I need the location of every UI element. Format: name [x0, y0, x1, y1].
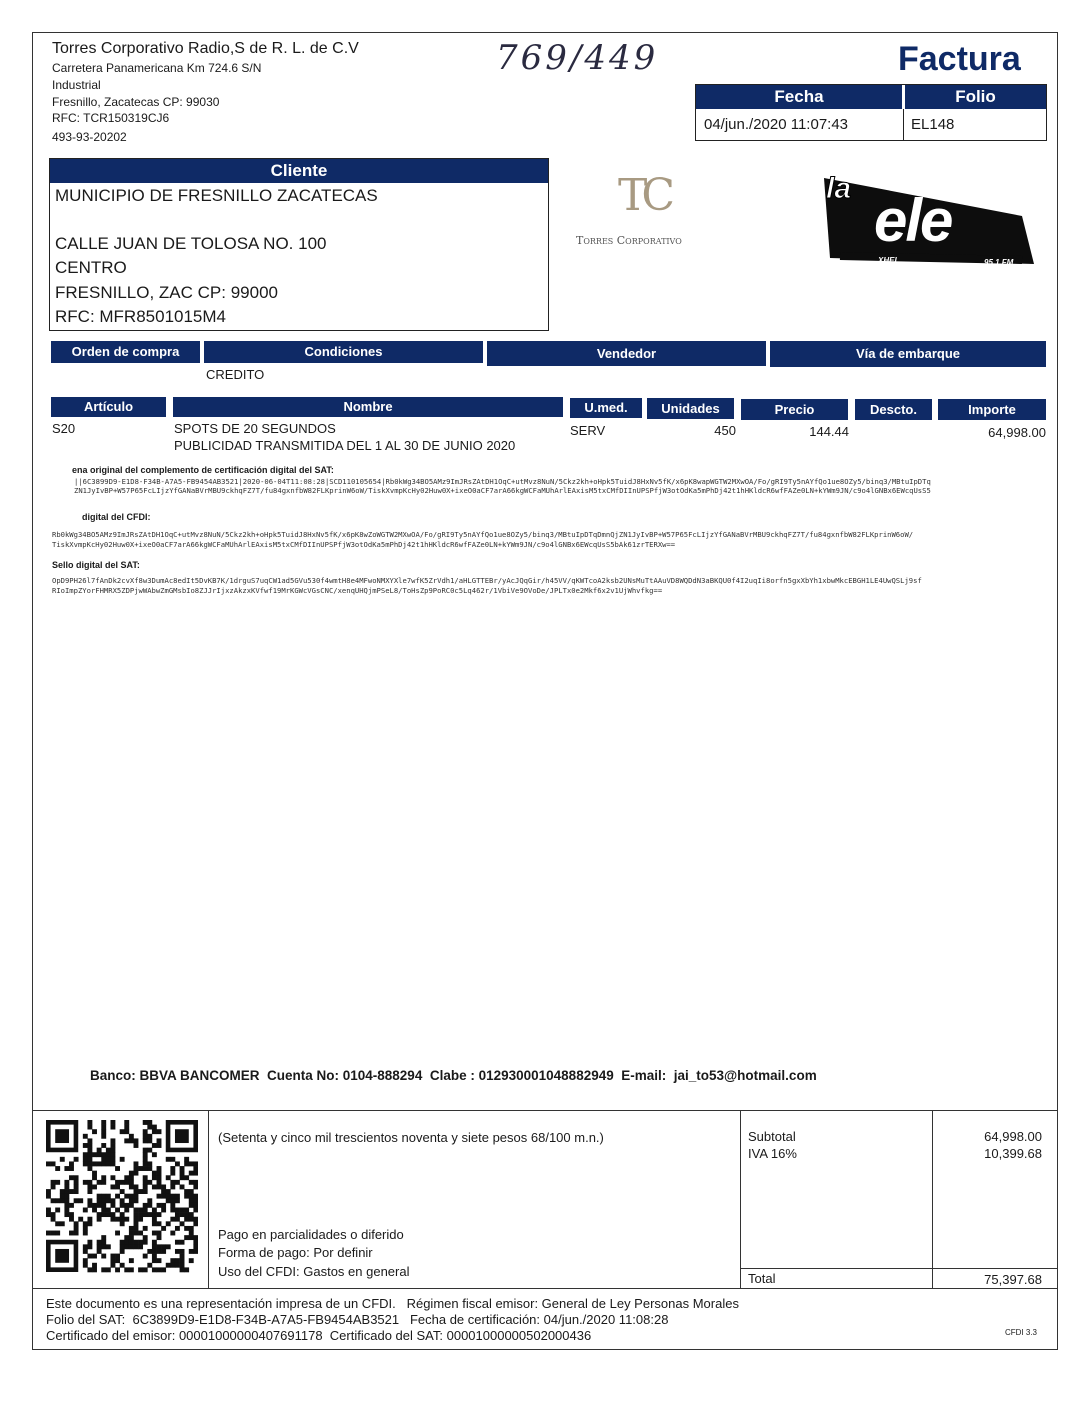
- la-ele-logo: [812, 164, 1042, 276]
- unidades-header: Unidades: [647, 398, 734, 419]
- total-rule: [741, 1268, 1057, 1269]
- amount-in-words: (Setenta y cinco mil trescientos noventa y siete pesos 68/100 m.n.): [218, 1130, 604, 1145]
- cliente-name: MUNICIPIO DE FRESNILLO ZACATECAS: [55, 186, 378, 205]
- sello-sat-line-2: RIoImpZYorFHMRX5ZDPjwWAbwZmGMsbIo8ZJJrIjxzAkzxKVfwf19MrKGWcVGsCNC/xenqUHQjmPSeL8/ToHsZp9PoRC0c5Lq462r/1VbiVe9OVoDe/JPLTx0e2Mkf6x2v1UjWhvfkg==: [52, 586, 663, 595]
- sello-cfdi-line-2: TiskXvmpKcHy02Huw0X+ixeO0aCF7arA66kgWCFaMUhArlEAxisM5txCMfDIInUPSPfjW3otOdKa5mPhDj42t1hHKldcR6wfFAZe0LN+kYWm9JN/c9o4lGNBx6EWcqUsS5bAk61zrTERXw==: [52, 540, 676, 549]
- totals-bottom-rule: [33, 1288, 1057, 1289]
- qr-code: [46, 1120, 198, 1274]
- uso-cfdi-text: Uso del CFDI: Gastos en general: [218, 1264, 410, 1279]
- item-precio: 144.44: [809, 424, 849, 439]
- nombre-header: Nombre: [173, 397, 563, 417]
- item-importe: 64,998.00: [988, 425, 1046, 440]
- via-embarque-header: Vía de embarque: [770, 341, 1046, 367]
- iva-label: IVA 16%: [748, 1146, 797, 1161]
- totals-top-rule: [33, 1110, 1057, 1111]
- orden-compra-header: Orden de compra: [51, 341, 200, 363]
- issuer-address-3: Fresnillo, Zacatecas CP: 99030: [52, 95, 220, 109]
- item-nombre-2: PUBLICIDAD TRANSMITIDA DEL 1 AL 30 DE JUNIO 2020: [174, 438, 516, 453]
- la-ele-logo-ele: ele: [874, 187, 952, 254]
- condiciones-header: Condiciones: [204, 341, 483, 363]
- la-ele-frequency: 95.1 FM: [984, 258, 1014, 267]
- cliente-rfc: RFC: MFR8501015M4: [55, 307, 227, 326]
- fecha-value: 04/jun./2020 11:07:43: [704, 116, 849, 133]
- cliente-city: FRESNILLO, ZAC CP: 99000: [55, 283, 278, 302]
- cfdi-version: CFDI 3.3: [1005, 1328, 1038, 1337]
- importe-header: Importe: [938, 399, 1046, 420]
- cliente-colonia: CENTRO: [55, 258, 127, 277]
- issuer-address-1: Carretera Panamericana Km 724.6 S/N: [52, 61, 262, 75]
- total-value: 75,397.68: [984, 1272, 1042, 1287]
- folio-value: EL148: [911, 116, 955, 133]
- qr-code-graphic: [46, 1120, 198, 1274]
- item-umed: SERV: [570, 423, 606, 438]
- descto-header: Descto.: [855, 399, 932, 420]
- torres-corporativo-logo: [574, 170, 738, 260]
- totals-divider-1: [208, 1111, 209, 1288]
- subtotal-value: 64,998.00: [984, 1129, 1042, 1144]
- sello-cfdi-label: digital del CFDI:: [82, 512, 151, 522]
- tc-monogram: TC: [618, 170, 670, 221]
- total-label: Total: [748, 1271, 776, 1286]
- articulo-header: Artículo: [51, 397, 166, 417]
- condiciones-value: CREDITO: [206, 367, 265, 382]
- footer-line-1: Este documento es una representación impresa de un CFDI. Régimen fiscal emisor: General de Ley Personas Morales: [46, 1296, 739, 1311]
- sello-sat-line-1: OpD9PH26l7fAnDk2cvXf8w3DumAc8edIt5DvKB7K/1drguS7uqCW1ad5GVu530f4wmtH8e4MFwoNMXYXle7wfK5ZrVdh1/aHLGTTEBr/yAcJQqGir/h45VV/qKWTcoA2ksb2UNsMuTtAAuVD8WQDdN3aBKQU0f4I2uqIi8orfn5gxXbYh1xbwMkcEBGH1LE4UwQSLj9sf: [52, 576, 922, 585]
- iva-value: 10,399.68: [984, 1146, 1042, 1161]
- totals-divider-3: [932, 1111, 933, 1288]
- sello-cfdi-line-1: Rb0kWg34BO5AMz9ImJRsZAtDH1OqC+utMvz8NuN/5Ckz2kh+oHpk5TuidJ8HxNv5fK/x6pK8wZoWGTW2MXwOA/Fo/gRI9Ty5nAYfQo1ue8OZy5/binq3/MBtuIpDTqDmnQjZN1JyIvBP+W57P65FcLIjzYfGANaBVrMBU9ckhqFZ7T/fu84gxnfbW82FLKprinW6oW/: [52, 530, 914, 539]
- sello-sat-label: Sello digital del SAT:: [52, 560, 140, 570]
- cadena-original-line-1: ||6C3899D9-E1D8-F34B-A7A5-FB9454AB3521|2020-06-04T11:08:28|SCD110105654|Rb0kWg34BO5AMz9ImJRsZAtDH1OqC+utMvz8NuN/5Ckz2kh+oHpk5TuidJ8HxNv5fK/x6pK8wapWGTW2MXwOA/Fo/gRI9Ty5nAYfQo1ue8OZy5/binq3/MBtuIpDTq: [74, 477, 931, 486]
- umed-header: U.med.: [570, 398, 642, 418]
- cliente-header: Cliente: [50, 159, 548, 183]
- item-unidades: 450: [714, 423, 736, 438]
- issuer-phone: 493-93-20202: [52, 130, 127, 144]
- fecha-folio-divider: [903, 109, 904, 140]
- forma-pago-text: Forma de pago: Por definir: [218, 1245, 373, 1260]
- folio-header: Folio: [905, 85, 1046, 109]
- cadena-original-label: ena original del complemento de certificación digital del SAT:: [72, 465, 334, 475]
- footer-line-2: Folio del SAT: 6C3899D9-E1D8-F34B-A7A5-FB9454AB3521 Fecha de certificación: 04/jun./2020 11:08:28: [46, 1312, 669, 1327]
- item-nombre-1: SPOTS DE 20 SEGUNDOS: [174, 421, 336, 436]
- pago-text: Pago en parcialidades o diferido: [218, 1227, 404, 1242]
- la-ele-callsign: XHEL: [878, 256, 900, 265]
- cadena-original-line-2: ZN1JyIvBP+W57P65FcLIjzYfGANaBVrMBU9ckhqFZ7T/fu84gxnfbW82FLKprinW6oW/TiskXvmpKcHy02Huw0X+ixeO0aCF7arA66kgWCFaMUhArlEAxisM5txCMfDIInUPSPfjW3otOdKa5mPhDj42t1hHKldcR6wfFAZe0LN+kYWm9JN/c9o4lGNBx6EWcqUsS5: [74, 486, 931, 495]
- cliente-street: CALLE JUAN DE TOLOSA NO. 100: [55, 234, 327, 253]
- la-ele-logo-la: la: [826, 172, 852, 205]
- handwritten-note: 769/449: [496, 38, 659, 78]
- fecha-header: Fecha: [696, 85, 902, 109]
- tc-caption: Torres Corporativo: [576, 234, 682, 247]
- issuer-name: Torres Corporativo Radio,S de R. L. de C.V: [52, 40, 359, 57]
- issuer-address-2: Industrial: [52, 78, 101, 92]
- precio-header: Precio: [741, 399, 848, 420]
- document-title: Factura: [898, 40, 1021, 78]
- issuer-rfc: RFC: TCR150319CJ6: [52, 111, 170, 125]
- item-articulo: S20: [52, 421, 76, 436]
- bank-info: Banco: BBVA BANCOMER Cuenta No: 0104-888294 Clabe : 012930001048882949 E-mail: jai_to53@hotmail.com: [90, 1068, 817, 1083]
- footer-line-3: Certificado del emisor: 00001000000407691178 Certificado del SAT: 00001000000502000436: [46, 1328, 592, 1343]
- vendedor-header: Vendedor: [487, 341, 766, 366]
- subtotal-label: Subtotal: [748, 1129, 796, 1144]
- totals-divider-2: [740, 1111, 741, 1288]
